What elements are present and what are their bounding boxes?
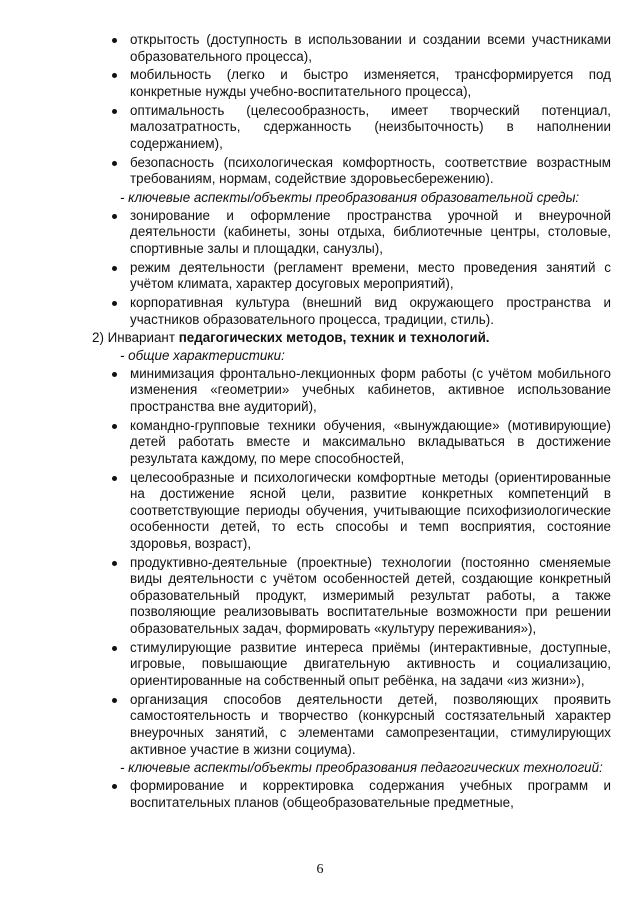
list-item: мобильность (легко и быстро изменяется, трансформируется под конкретные нужды учебно-воспитательного процесса), bbox=[92, 67, 611, 100]
document-body bbox=[92, 32, 611, 813]
list-item: продуктивно-деятельные (проектные) технологии (постоянно сменяемые виды деятельности с учётом особенностей детей, создающие конкретный образовательный продукт, измеримый результат работы, а также позволяющие реализовывать воспитательные возможности при решении образовательных задач, формировать «культуру переживания»), bbox=[92, 555, 611, 638]
subheading-general: - общие характеристики: bbox=[120, 348, 285, 363]
section-heading-bold: педагогических методов, техник и технологий. bbox=[178, 330, 490, 346]
list-item: оптимальность (целесообразность, имеет творческий потенциал, малозатратность, сдержанность (неизбыточность) в наполнении содержанием), bbox=[92, 103, 611, 153]
list-item: стимулирующие развитие интереса приёмы (интерактивные, доступные, игровые, повышающие двигательную активность и социализацию, ориентированные на собственный опыт ребёнка, на задачи «из жизни»), bbox=[92, 640, 611, 690]
bullet-list-methods bbox=[92, 366, 611, 759]
list-item: зонирование и оформление пространства урочной и внеурочной деятельности (кабинеты, зоны отдыха, библиотечные центры, столовые, спортивные залы и площадки, санузлы), bbox=[92, 208, 611, 258]
list-item: целесообразные и психологически комфортные методы (ориентированные на достижение ясной цели, развитие конкретных компетенций в соответствующие периоды обучения, учитывающие психофизиологические особенности детей, то есть способы и темп восприятия, состояние здоровья, возраст), bbox=[92, 470, 611, 553]
list-item: безопасность (психологическая комфортность, соответствие возрастным требованиям, нормам, содействие здоровьесбережению). bbox=[92, 155, 611, 188]
subheading-tech-aspects: - ключевые аспекты/объекты преобразования педагогических технологий: bbox=[120, 760, 603, 776]
bullet-list-tech-aspects bbox=[92, 778, 611, 811]
list-item: командно-групповые техники обучения, «вынуждающие» (мотивирующие) детей работать вместе и максимально вкладываться в достижение результата каждому, по мере способностей, bbox=[92, 418, 611, 468]
list-item: корпоративная культура (внешний вид окружающего пространства и участников образовательного процесса, традиции, стиль). bbox=[92, 295, 611, 328]
list-item: минимизация фронтально-лекционных форм работы (с учётом мобильного изменения «геометрии» учебных кабинетов, активное использование пространства вне аудиторий), bbox=[92, 366, 611, 416]
subheading-env-aspects: - ключевые аспекты/объекты преобразования образовательной среды: bbox=[120, 190, 580, 206]
section-heading-2 bbox=[92, 330, 611, 347]
list-item: открытость (доступность в использовании и создании всеми участниками образовательного процесса), bbox=[92, 32, 611, 65]
list-item: формирование и корректировка содержания учебных программ и воспитательных планов (общеобразовательные предметные, bbox=[92, 778, 611, 811]
page-number: 6 bbox=[316, 862, 324, 877]
section-heading-prefix: 2) Инвариант bbox=[92, 330, 179, 346]
bullet-list-properties bbox=[92, 32, 611, 188]
list-item: режим деятельности (регламент времени, место проведения занятий с учётом климата, характер досуговых мероприятий), bbox=[92, 260, 611, 293]
list-item: организация способов деятельности детей, позволяющих проявить самостоятельность и творчество (конкурсный состязательный характер внеурочных занятий, с элементами самопрезентации, стимулирующих активное участие в жизни социума). bbox=[92, 692, 611, 758]
bullet-list-env-aspects bbox=[92, 208, 611, 329]
